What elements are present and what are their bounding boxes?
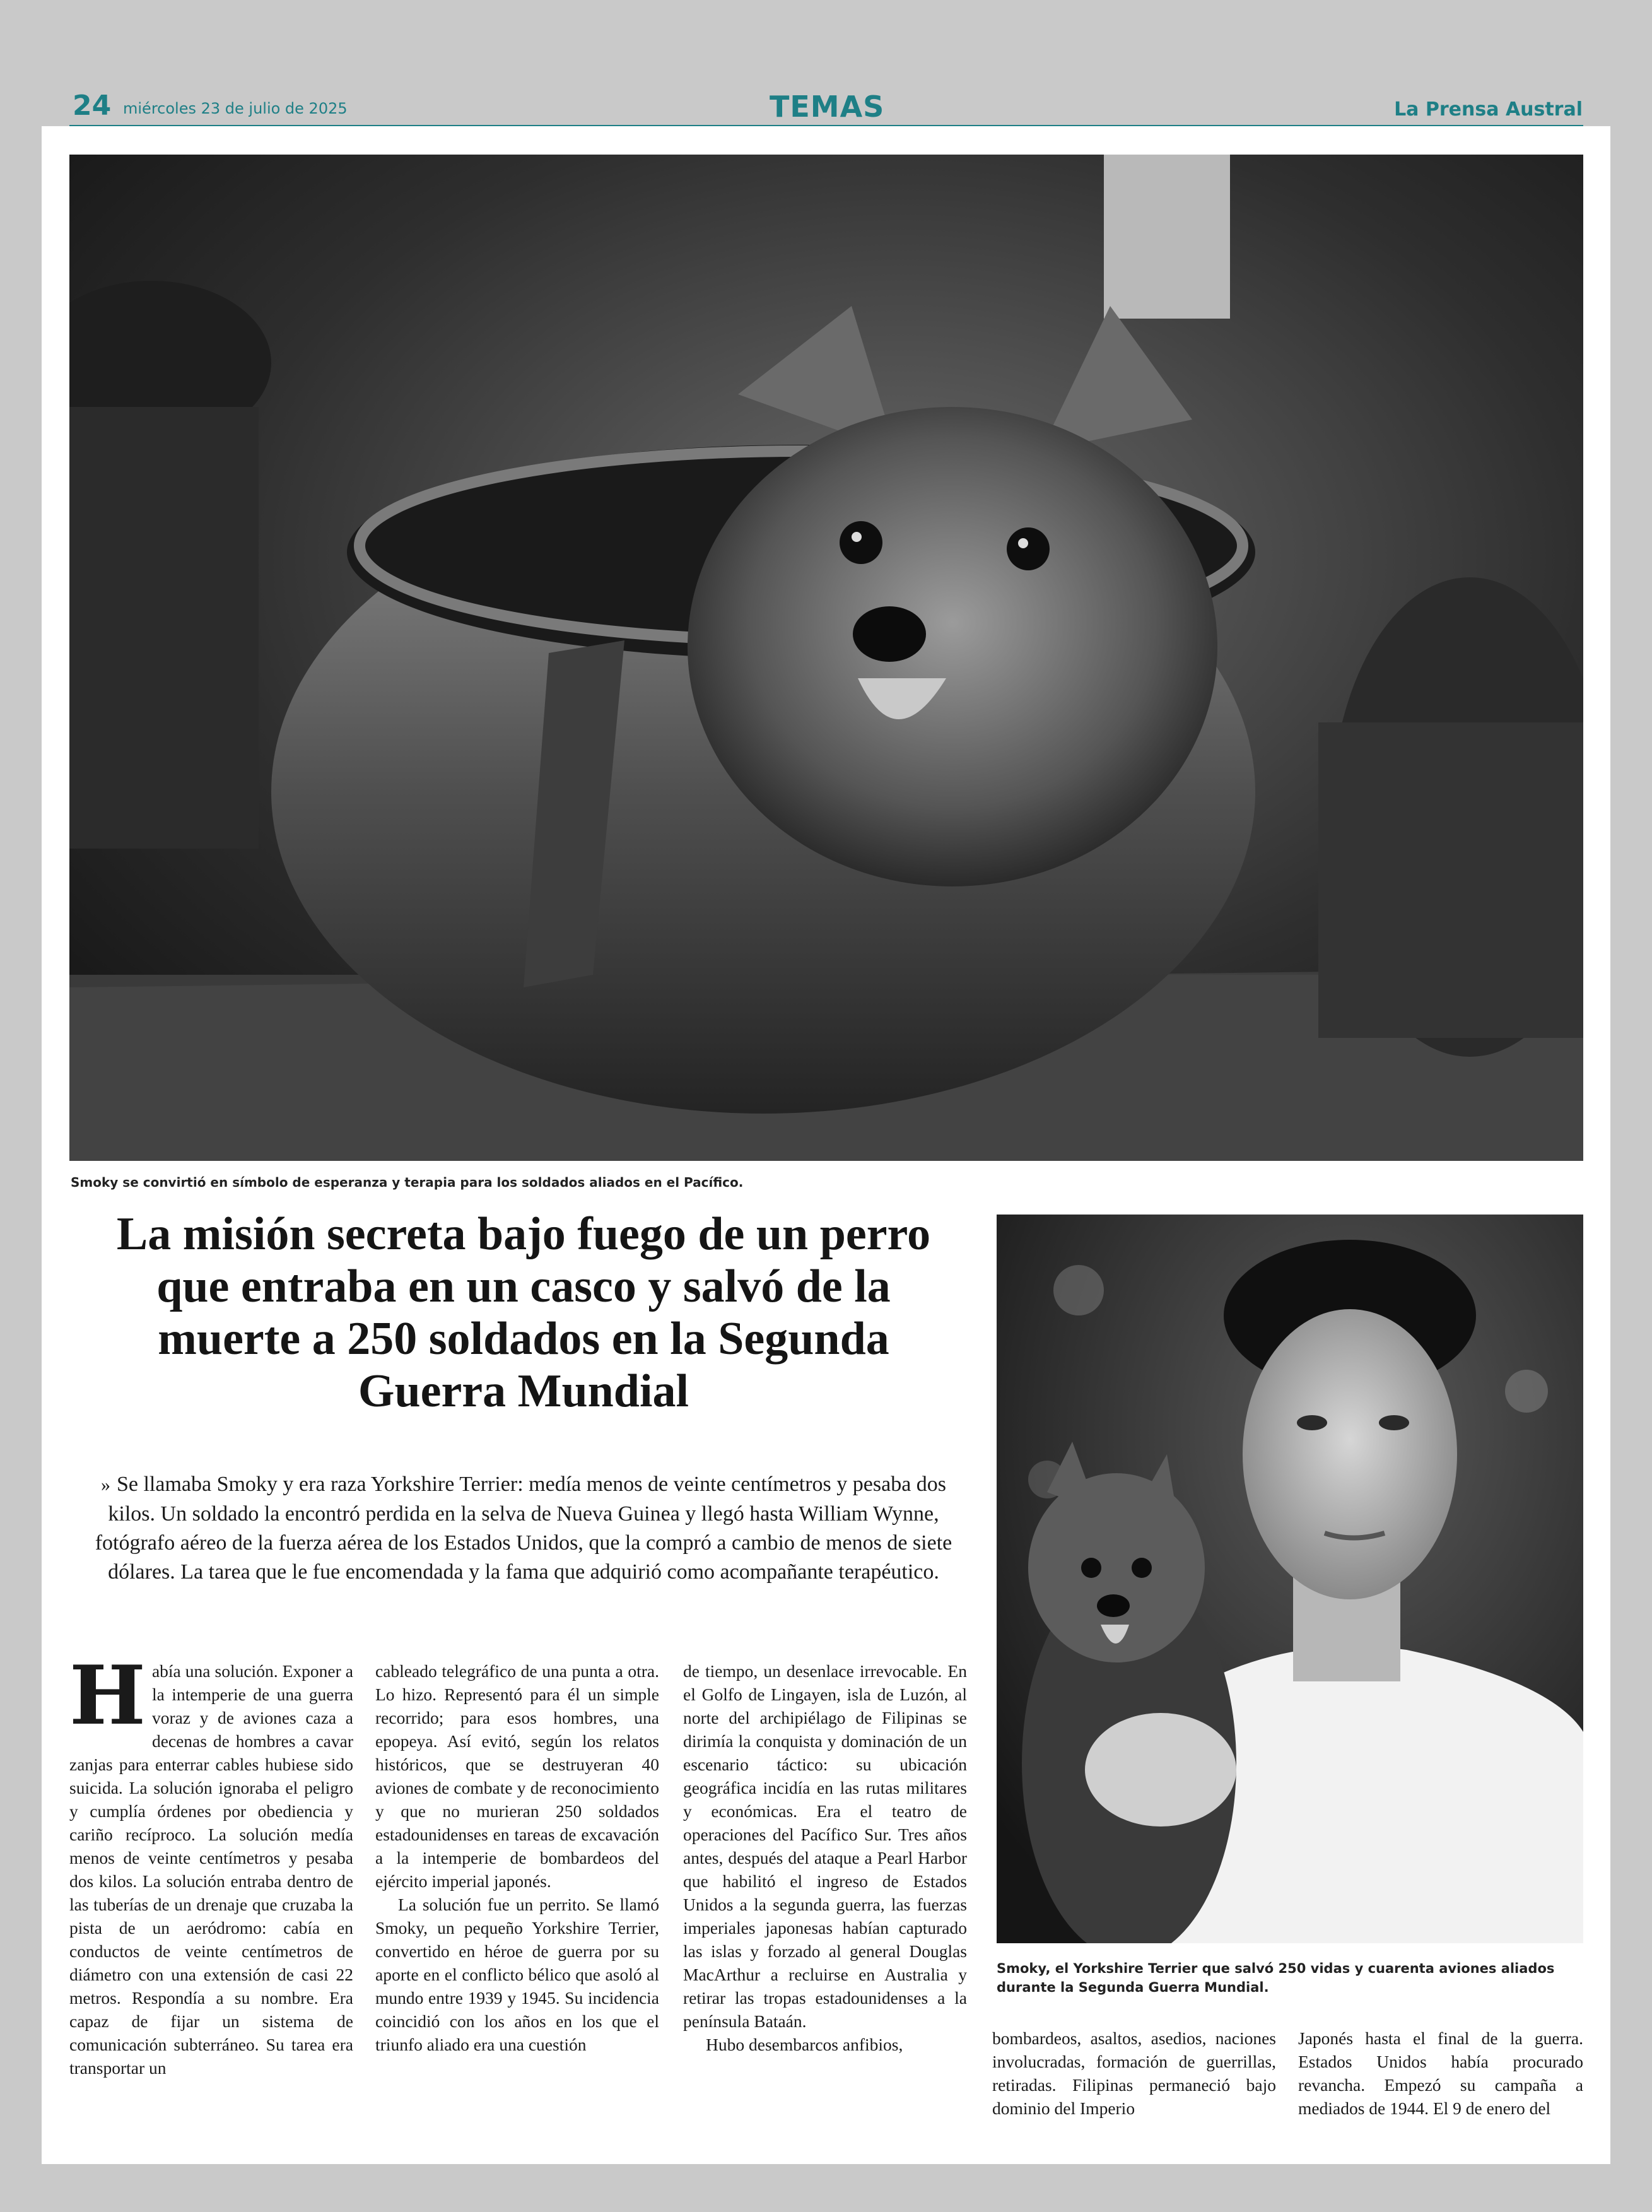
chevron-right-icon: » — [100, 1474, 110, 1495]
article-lead — [82, 1470, 965, 1587]
issue-date: miércoles 23 de julio de 2025 — [123, 100, 348, 117]
column-1-text: abía una solución. Exponer a la intemperie de una guerra voraz y de aviones caza a decenas de hombres a cavar zanjas para enterrar cables hubiese sido suicida. La solución ignoraba el peligro y cumplía órdenes por obediencia y cariño recíproco. La solución medía menos de veinte centímetros y pesaba dos kilos. La solución entraba dentro de las tuberías de un drenaje que cruzaba la pista de un aeródromo: cabía en conductos de veinte centímetros de diámetro con una extensión de casi 22 metros. Respondía a su nombre. Era capaz de fijar un sistema de comunicación subterráneo. Su tarea era transportar un — [69, 1661, 353, 2078]
article-lead-text: Se llamaba Smoky y era raza Yorkshire Terrier: medía menos de veinte centímetros y pesaba dos kilos. Un soldado la encontró perdida en la selva de Nueva Guinea y llegó hasta William Wynne, fotógrafo aéreo de la fuerza aérea de los Estados Unidos, que la compró a cambio de menos de siete dólares. La tarea que le fue encomendada y la fama que adquirió como acompañante terapéutico. — [95, 1473, 952, 1584]
article-headline: La misión secreta bajo fuego de un perro que entraba en un casco y salvó de la muerte a 250 soldados en la Segunda Guerra Mundial — [116, 1208, 931, 1417]
second-photo-caption: Smoky, el Yorkshire Terrier que salvó 250 vidas y cuarenta aviones aliados durante la Segunda Guerra Mundial. — [997, 1961, 1555, 1995]
article-column-1 — [69, 1649, 353, 2080]
article-column-4: bombardeos, asaltos, asedios, naciones involucradas, formación de guerrillas, retiradas. Filipinas permaneció bajo dominio del Imperio — [992, 2028, 1276, 2118]
section-title: TEMAS — [770, 90, 885, 124]
article-column-2 — [375, 1659, 659, 2056]
second-photo — [997, 1215, 1583, 1943]
main-photo-caption: Smoky se convirtió en símbolo de esperanza y terapia para los soldados aliados en el Pacífico. — [71, 1175, 744, 1190]
column-3-paragraph-2: Hubo desembarcos anfibios, — [706, 2035, 903, 2054]
newspaper-brand: La Prensa Austral — [1394, 98, 1583, 121]
column-2-paragraph-2: La solución fue un perrito. Se llamó Smoky, un pequeño Yorkshire Terrier, convertido en héroe de guerra por su aporte en el conflicto bélico que asoló al mundo entre 1939 y 1945. Su incidencia coincidió con los años en los que el triunfo aliado era una cuestión — [375, 1895, 659, 2054]
column-2-paragraph-1: cableado telegráfico de una punta a otra. Lo hizo. Representó para él un simple recorrido; para esos hombres, una epopeya. Así evitó, según los relatos históricos, que se destruyeran 40 aviones de combate y de reconocimiento y que no murieran 250 soldados estadounidenses en tareas de excavación a la intemperie de bombardeos del ejército imperial japonés. — [375, 1661, 659, 1891]
page-number: 24 — [73, 90, 112, 122]
main-photo — [69, 155, 1583, 1161]
drop-cap: H — [69, 1649, 146, 1743]
article-column-5: Japonés hasta el final de la guerra. Estados Unidos había procurado revancha. Empezó su campaña a mediados de 1944. El 9 de enero del — [1298, 2028, 1583, 2118]
column-3-paragraph-1: de tiempo, un desenlace irrevocable. En el Golfo de Lingayen, isla de Luzón, al norte del archipiélago de Filipinas se dirimía la conquista y dominación de un escenario táctico: su ubicación geográfica incidía en las rutas militares y económicas. Era el teatro de operaciones del Pacífico Sur. Tres años antes, después del ataque a Pearl Harbor que habilitó el ingreso de Estados Unidos a la segunda guerra, las fuerzas imperiales japonesas habían capturado las islas y forzado al general Douglas MacArthur a recluirse en Australia y retirar las tropas estadounidenses a la península Bataán. — [683, 1661, 967, 2031]
header-rule — [69, 125, 1583, 126]
article-column-3 — [683, 1659, 967, 2056]
